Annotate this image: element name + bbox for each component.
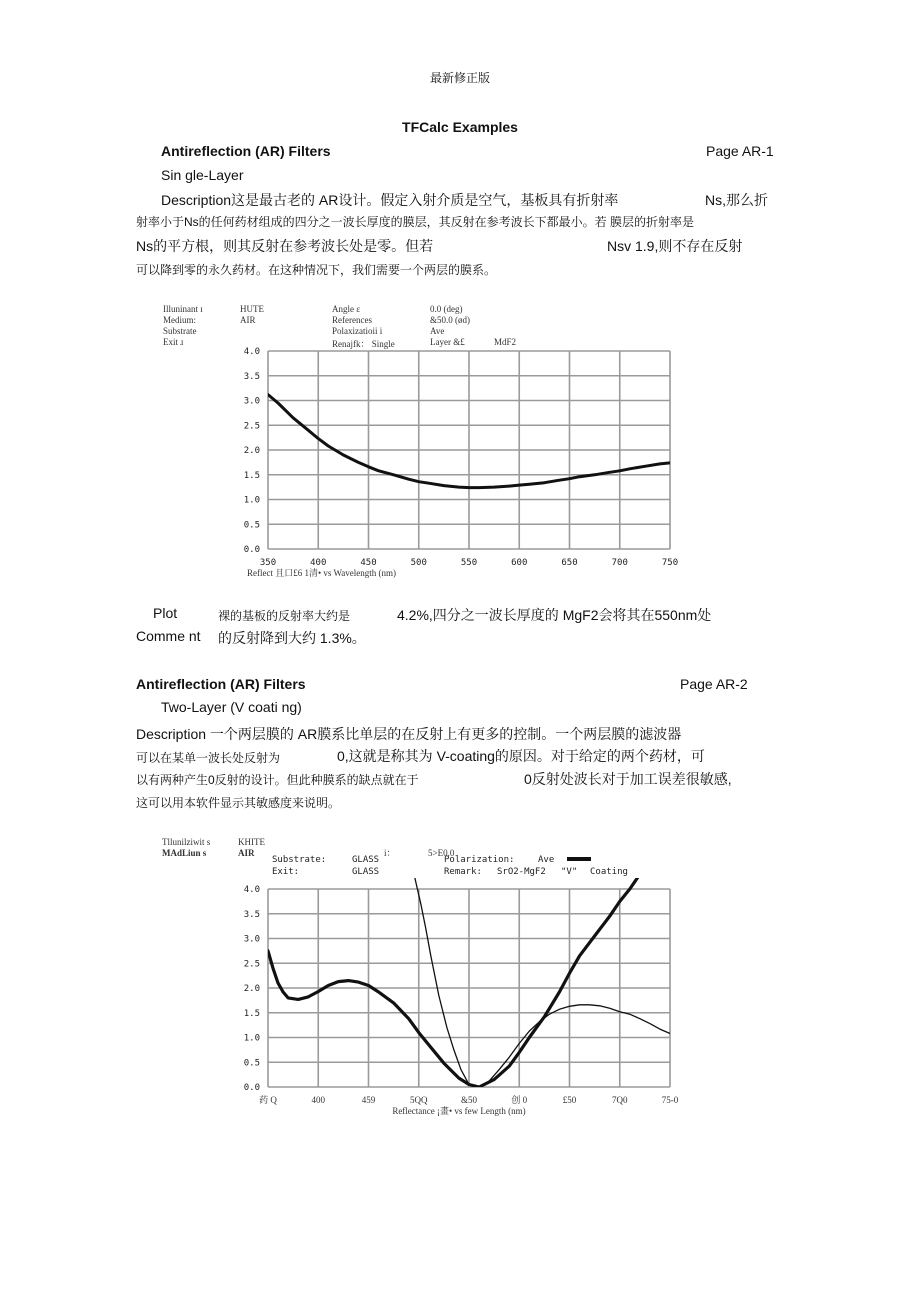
x-tick-label: 75-0 [661, 1095, 679, 1105]
chart2-hdr-angle-label: i： [384, 848, 396, 858]
y-tick-label: 1.0 [243, 495, 260, 506]
y-tick-label: 2.5 [243, 421, 260, 432]
section2-subtitle: Two-Layer (V coati ng) [161, 699, 302, 715]
chart2-hdr-remark-v: "V" [561, 867, 578, 877]
y-tick-label: 4.0 [243, 885, 260, 895]
chart1-hdr-exit-label: Exit ɹ [163, 337, 184, 347]
section2-desc-line2: 可以在某单一波长处反射为 [136, 751, 281, 765]
x-tick-label: 400 [311, 1095, 325, 1105]
x-tick-label: 650 [561, 558, 578, 568]
section2-desc-line2-right: 0,这就是称其为 V-coating的原因。对于给定的两个药材，可 [337, 748, 705, 764]
page-header: 最新修正版 [429, 71, 490, 85]
chart1-hdr-polarization-label: Polaxizatioii i [332, 326, 383, 336]
y-tick-label: 3.0 [243, 396, 260, 407]
chart2-hdr-remark-label: Remark: [444, 867, 482, 877]
x-tick-label: 750 [661, 558, 679, 568]
y-tick-label: 0.0 [243, 1083, 260, 1093]
y-tick-label: 0.5 [243, 520, 260, 531]
x-axis-label: Reflectance ¡畫• vs few Length (nm) [392, 1106, 526, 1116]
plot-comment-line1-right: 4.2%,四分之一波长厚度的 MgF2会将其在550nm处 [397, 607, 712, 623]
x-tick-label: 600 [511, 558, 528, 568]
y-tick-label: 3.0 [243, 934, 260, 945]
chart2-hdr-reference-value: 5>E0.0 [428, 848, 455, 858]
chart1-hdr-illuminant-value: HUTE [240, 304, 264, 314]
chart1-hdr-remark-label: Renajfk： Single [332, 339, 395, 349]
x-tick-label: £50 [562, 1095, 577, 1105]
section2-desc-line4: 这可以用本软件显示其敏感度来说明。 [136, 796, 341, 810]
chart1-hdr-medium-value: AIR [240, 315, 256, 325]
chart2-hdr-polarization-label: Polarization: [444, 855, 515, 865]
chart1-hdr-layer-value: Layer &£ [430, 337, 465, 347]
chart2-hdr-substrate-value: GLASS [352, 855, 380, 865]
y-tick-label: 1.0 [243, 1033, 260, 1044]
series-line-2 [406, 878, 670, 1087]
chart2-legend-swatch [567, 857, 591, 861]
x-tick-label: 450 [360, 558, 377, 568]
chart2-hdr-illuminant-label: Tllunilziwit s [162, 837, 211, 847]
chart1-hdr-illuminant-label: Illuninant ɪ [163, 304, 203, 314]
x-tick-label: 药 Q [259, 1095, 277, 1105]
plot-label: Plot [153, 605, 178, 621]
chart2-hdr-remark-value: SrO2-MgF2 [497, 867, 546, 877]
chart1-hdr-angle-value: 0.0 (deg) [430, 304, 463, 314]
x-tick-label: 700 [611, 558, 628, 568]
x-tick-label: 400 [310, 558, 327, 568]
x-tick-label: 550 [460, 558, 478, 568]
section1-desc-line1: Description这是最古老的 AR设计。假定入射介质是空气，基板具有折射率 [161, 192, 619, 208]
chart1-hdr-material-value: MdF2 [494, 337, 517, 347]
x-tick-label: &50 [460, 1095, 478, 1105]
chart1-hdr-reference-label: References [332, 315, 372, 325]
chart1-hdr-substrate-label: Substrate [163, 326, 197, 336]
comment-label: Comme nt [136, 628, 201, 644]
y-tick-label: 4.0 [243, 347, 260, 357]
section1-subtitle: Sin gle-Layer [161, 167, 244, 183]
chart1-hdr-medium-label: Medium: [163, 315, 196, 325]
x-tick-label: 350 [259, 558, 277, 568]
y-tick-label: 3.5 [243, 371, 260, 382]
section1-desc-line1-right: Ns,那么折 [705, 192, 768, 208]
chart1-hdr-polarization-value: Ave [430, 326, 445, 336]
x-tick-label: 创 0 [511, 1095, 528, 1105]
section2-desc-line1: Description 一个两层膜的 AR膜系比单层的在反射上有更多的控制。一个两层膜的滤波器 [136, 726, 682, 742]
section1-desc-line3-right: Nsv 1.9,则不存在反射 [607, 238, 743, 254]
plot-comment-line1: 裸的基板的反射率大约是 [218, 609, 351, 623]
plot-comment-line2: 的反射降到大约 1.3%。 [218, 630, 366, 646]
section1-title: Antireflection (AR) Filters [161, 143, 331, 159]
x-tick-label: 500 [410, 558, 427, 568]
y-tick-label: 2.5 [243, 959, 260, 970]
y-tick-label: 1.5 [243, 1008, 260, 1019]
chart2-hdr-medium-value: AIR [238, 848, 255, 858]
y-tick-label: 0.5 [243, 1058, 260, 1069]
section1-desc-line2: 射率小于Ns的任何药材组成的四分之一波长厚度的膜层，其反射在参考波长下都最小。若 膜层的折射率是 [136, 215, 695, 229]
chart2-hdr-medium-label: MAdLiun s [162, 848, 207, 858]
x-tick-label: 459 [361, 1095, 376, 1105]
y-tick-label: 3.5 [243, 909, 260, 920]
document-title: TFCalc Examples [402, 119, 518, 135]
section2-title: Antireflection (AR) Filters [136, 676, 306, 692]
section1-page-number: Page AR-1 [706, 143, 774, 159]
y-tick-label: 2.0 [243, 446, 260, 456]
section1-desc-line3: Ns的平方根，则其反射在参考波长处是零。但若 [136, 238, 434, 254]
chart2-hdr-polarization-value: Ave [538, 855, 555, 865]
chart2-hdr-illuminant-value: KHITE [238, 837, 265, 847]
chart2-hdr-exit-value: GLASS [352, 867, 380, 877]
x-tick-label: 5QQ [410, 1095, 428, 1105]
section2-page-number: Page AR-2 [680, 676, 748, 692]
chart2-hdr-substrate-label: Substrate: [272, 855, 327, 865]
y-tick-label: 0.0 [243, 545, 260, 555]
y-tick-label: 1.5 [243, 470, 260, 481]
section2-desc-line3: 以有两种产生0反射的设计。但此种膜系的缺点就在于 [136, 773, 419, 787]
chart1-hdr-angle-label: Angle ɛ [332, 304, 361, 314]
x-tick-label: 7Q0 [612, 1095, 628, 1105]
chart2-hdr-remark-coating: Coating [590, 867, 628, 877]
section1-desc-line4: 可以降到零的永久药材。在这种情况下，我们需要一个两层的膜系。 [136, 263, 497, 277]
chart2-reflectance-plot [220, 878, 690, 1123]
chart1-hdr-reference-value: &50.0 (ød) [430, 315, 470, 325]
x-axis-label: Reflect 且口£6 1清• vs Wavelength (nm) [247, 568, 396, 578]
chart2-hdr-exit-label: Exit: [272, 867, 300, 877]
y-tick-label: 2.0 [243, 984, 260, 994]
section2-desc-line3-right: 0反射处波长对于加工误差很敏感, [524, 771, 732, 787]
chart1-reflectance-plot [220, 340, 690, 585]
series-line-1 [268, 878, 640, 1087]
